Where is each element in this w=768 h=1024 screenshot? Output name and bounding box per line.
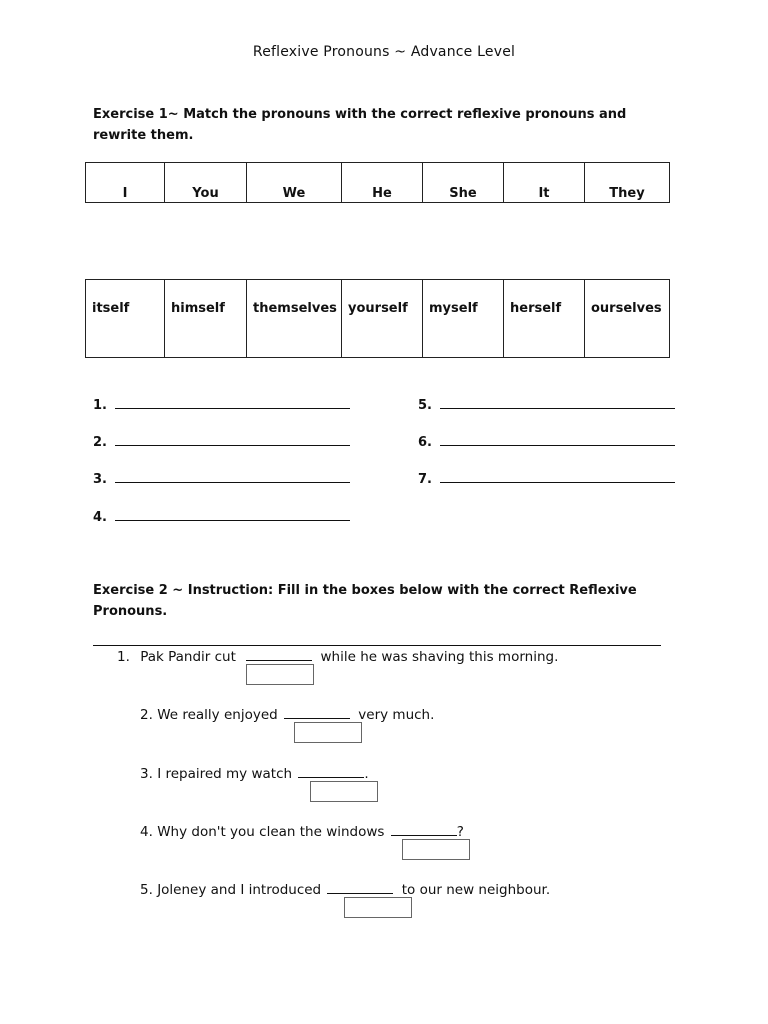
reflexive-pronoun-cell: itself (86, 280, 165, 358)
answer-underline (298, 767, 364, 778)
answer-box-2[interactable] (294, 722, 362, 743)
question-5 (140, 882, 550, 898)
subject-pronoun-cell: It (504, 163, 585, 203)
answer-line-7[interactable] (418, 472, 675, 487)
question-text: I repaired my watch (157, 766, 293, 782)
question-text: Joleney and I introduced (157, 882, 322, 898)
answer-number: 7. (418, 472, 432, 487)
subject-pronoun-cell: She (423, 163, 504, 203)
subject-pronoun-cell: He (342, 163, 423, 203)
question-3 (140, 766, 369, 782)
answer-number: 1. (93, 398, 107, 413)
answer-blank[interactable] (440, 435, 675, 446)
answer-underline (284, 708, 350, 719)
reflexive-pronoun-cell: himself (165, 280, 247, 358)
reflexive-pronoun-cell: myself (423, 280, 504, 358)
answer-blank[interactable] (115, 510, 350, 521)
answer-line-4[interactable] (93, 510, 350, 525)
answer-blank[interactable] (115, 435, 350, 446)
answer-number: 3. (93, 472, 107, 487)
question-number: 5. (140, 882, 153, 898)
answer-blank[interactable] (115, 472, 350, 483)
question-number: 3. (140, 766, 153, 782)
question-4 (140, 824, 464, 840)
subject-pronoun-cell: I (86, 163, 165, 203)
question-text-end: ? (456, 824, 464, 840)
answer-line-3[interactable] (93, 472, 350, 487)
reflexive-pronoun-cell: themselves (247, 280, 342, 358)
answer-number: 4. (93, 510, 107, 525)
subject-pronoun-cell: You (165, 163, 247, 203)
question-text-end: very much. (358, 707, 435, 723)
question-number: 1. (117, 649, 130, 665)
answer-blank[interactable] (115, 398, 350, 409)
answer-number: 5. (418, 398, 432, 413)
answer-line-5[interactable] (418, 398, 675, 413)
answer-underline (391, 825, 457, 836)
answer-box-4[interactable] (402, 839, 470, 860)
question-number: 2. (140, 707, 153, 723)
question-text-end: while he was shaving this morning. (320, 649, 559, 665)
answer-number: 2. (93, 435, 107, 450)
answer-blank[interactable] (440, 398, 675, 409)
subject-pronoun-cell: We (247, 163, 342, 203)
exercise2-heading: Exercise 2 ~ Instruction: Fill in the boxes below with the correct Reflexive Pronouns. (93, 583, 637, 619)
question-text-end: . (364, 766, 369, 782)
reflexive-pronoun-cell: yourself (342, 280, 423, 358)
answer-box-5[interactable] (344, 897, 412, 918)
question-text: Pak Pandir cut (140, 649, 236, 665)
question-text: We really enjoyed (157, 707, 278, 723)
subject-pronoun-cell: They (585, 163, 670, 203)
answer-underline (246, 650, 312, 661)
question-text: Why don't you clean the windows (157, 824, 385, 840)
answer-line-2[interactable] (93, 435, 350, 450)
reflexive-pronoun-cell: ourselves (585, 280, 670, 358)
reflexive-pronouns-table (85, 279, 670, 358)
reflexive-pronoun-cell: herself (504, 280, 585, 358)
answer-box-3[interactable] (310, 781, 378, 802)
question-2 (140, 707, 434, 723)
subject-pronouns-table (85, 162, 670, 203)
section-divider (93, 645, 661, 646)
question-number: 4. (140, 824, 153, 840)
answer-line-6[interactable] (418, 435, 675, 450)
page-title: Reflexive Pronouns ~ Advance Level (252, 44, 516, 60)
answer-underline (327, 883, 393, 894)
answer-blank[interactable] (440, 472, 675, 483)
answer-box-1[interactable] (246, 664, 314, 685)
question-text-end: to our new neighbour. (401, 882, 551, 898)
exercise1-heading: Exercise 1~ Match the pronouns with the correct reflexive pronouns and rewrite them. (93, 107, 627, 143)
answer-line-1[interactable] (93, 398, 350, 413)
question-1 (117, 649, 558, 665)
answer-number: 6. (418, 435, 432, 450)
